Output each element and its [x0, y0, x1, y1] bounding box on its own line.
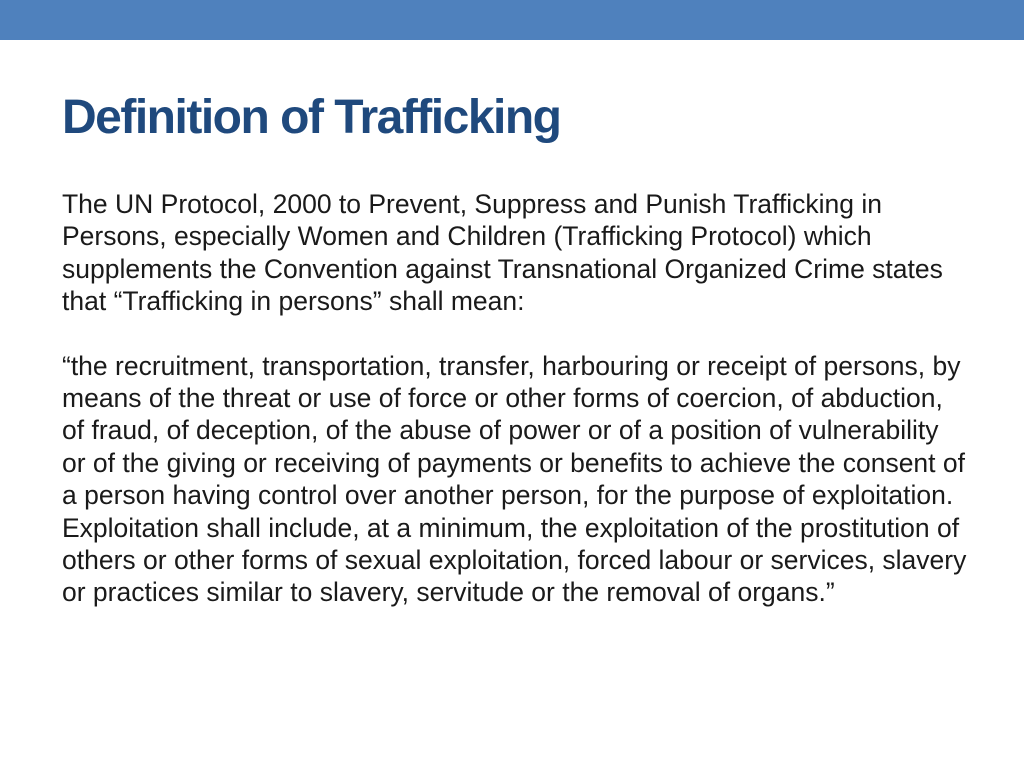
intro-paragraph: The UN Protocol, 2000 to Prevent, Suppress and Punish Trafficking in Persons, especially Women and Children (Trafficking Protocol) which supplements the Convention against Transnational Organized Crime states that “Trafficking in persons” shall mean: [62, 189, 943, 317]
definition-quote-paragraph: “the recruitment, transportation, transfer, harbouring or receipt of persons, by means of the threat or use of force or other forms of coercion, of abduction, of fraud, of deception, of the abuse of power or of a position of vulnerability or of the giving or receiving of payments or benefits to achieve the consent of a person having control over another person, for the purpose of exploitation. Exploitation shall include, at a minimum, the exploitation of the prostitution of others or other forms of sexual exploitation, forced labour or services, slavery or practices similar to slavery, servitude or the removal of organs.” [62, 350, 967, 608]
top-accent-bar [0, 0, 1024, 40]
slide-title: Definition of Trafficking [62, 91, 561, 144]
slide-body [62, 188, 967, 609]
